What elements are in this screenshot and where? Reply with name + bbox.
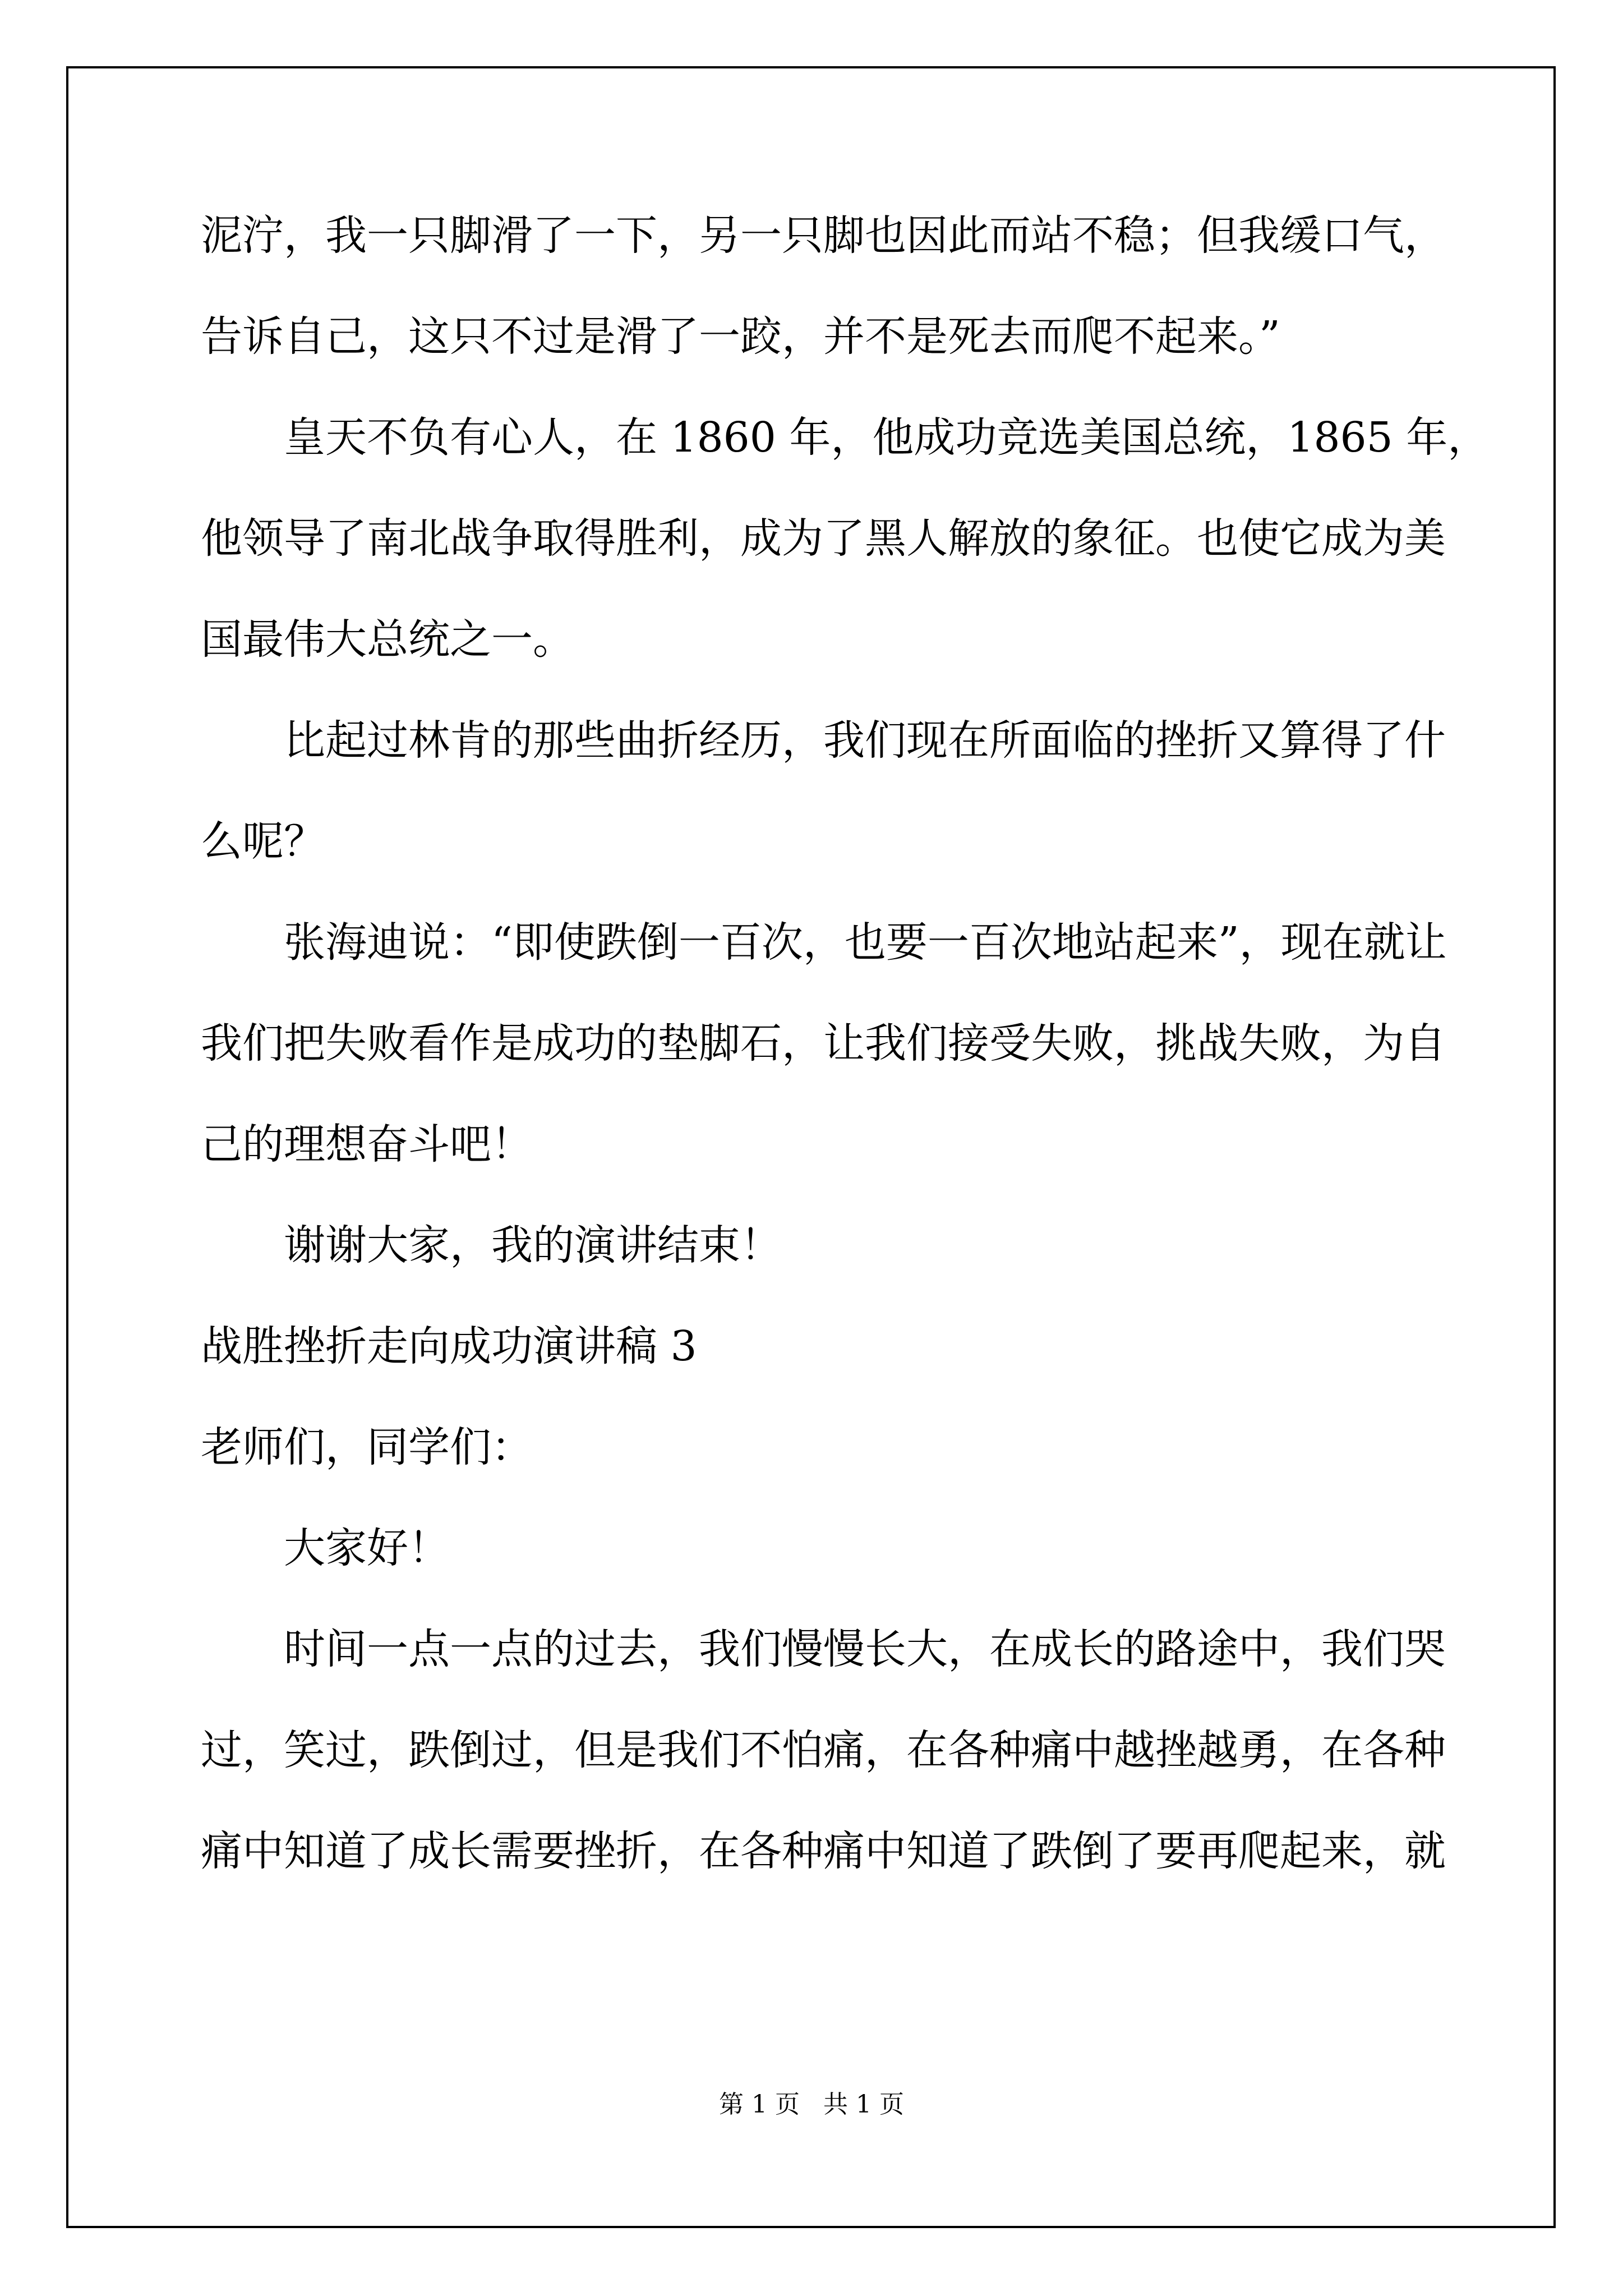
text-line: 谢谢大家，我的演讲结束！ bbox=[284, 1221, 782, 1269]
text-line: 痛中知道了成长需要挫折，在各种痛中知道了跌倒了要再爬起来，就 bbox=[201, 1827, 1446, 1875]
text-line: 告诉自己，这只不过是滑了一跤，并不是死去而爬不起来。” bbox=[201, 312, 1280, 361]
text-line: 过，笑过，跌倒过，但是我们不怕痛，在各种痛中越挫越勇，在各种 bbox=[201, 1726, 1446, 1774]
page-footer: 第 1 页 共 1 页 bbox=[719, 2090, 904, 2119]
text-line: 泥泞，我一只脚滑了一下，另一只脚也因此而站不稳；但我缓口气， bbox=[201, 211, 1446, 260]
text-line: 比起过林肯的那些曲折经历，我们现在所面临的挫折又算得了什 bbox=[284, 716, 1446, 765]
text-line: 张海迪说：“即使跌倒一百次，也要一百次地站起来”，现在就让 bbox=[284, 918, 1447, 967]
salutation: 老师们，同学们： bbox=[201, 1423, 533, 1471]
text-line: 皇天不负有心人，在 1860 年，他成功竞选美国总统，1865 年， bbox=[284, 413, 1490, 462]
text-line: 他领导了南北战争取得胜利，成为了黑人解放的象征。也使它成为美 bbox=[201, 514, 1446, 563]
text-line: 么呢？ bbox=[201, 817, 325, 866]
text-line: 己的理想奋斗吧！ bbox=[201, 1120, 533, 1168]
text-line: 时间一点一点的过去，我们慢慢长大，在成长的路途中，我们哭 bbox=[284, 1625, 1446, 1673]
greeting: 大家好！ bbox=[284, 1524, 450, 1572]
text-line: 国最伟大总统之一。 bbox=[201, 615, 574, 664]
section-heading: 战胜挫折走向成功演讲稿 3 bbox=[201, 1322, 697, 1370]
text-line: 我们把失败看作是成功的垫脚石，让我们接受失败，挑战失败，为自 bbox=[201, 1019, 1446, 1068]
